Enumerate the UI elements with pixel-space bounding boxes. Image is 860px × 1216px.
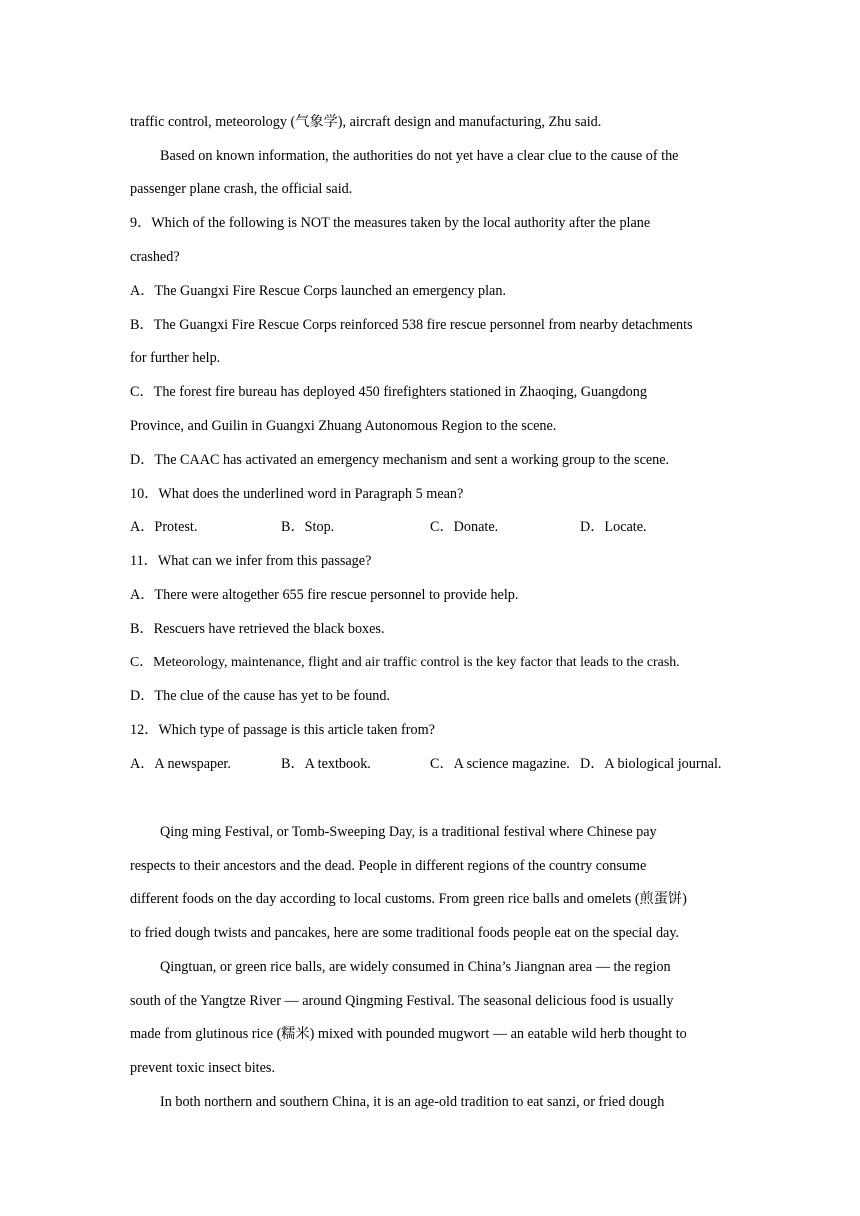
question-11-stem: 11．What can we infer from this passage?: [130, 553, 372, 569]
question-10-option-b: B．Stop.: [281, 519, 335, 535]
passage2-line: different foods on the day according to local customs. From green rice balls and omelets (煎蛋饼): [130, 891, 687, 907]
passage1-paragraph-start: Based on known information, the authorities do not yet have a clear clue to the cause of the: [160, 148, 679, 164]
passage1-line: passenger plane crash, the official said.: [130, 181, 353, 197]
question-10-stem: 10．What does the underlined word in Paragraph 5 mean?: [130, 486, 464, 502]
question-12-option-b: B．A textbook.: [281, 756, 371, 772]
question-11-option-d: D．The clue of the cause has yet to be found.: [130, 688, 391, 704]
question-9-option-a: A．The Guangxi Fire Rescue Corps launched an emergency plan.: [130, 283, 506, 299]
passage2-paragraph1: Qing ming Festival, or Tomb-Sweeping Day, is a traditional festival where Chinese pay: [160, 824, 657, 840]
question-12-stem: 12．Which type of passage is this article taken from?: [130, 722, 435, 738]
question-9-option-c-cont: Province, and Guilin in Guangxi Zhuang Autonomous Region to the scene.: [130, 418, 557, 434]
passage2-paragraph3: In both northern and southern China, it is an age-old tradition to eat sanzi, or fried dough: [160, 1094, 665, 1110]
passage2-paragraph2: Qingtuan, or green rice balls, are widely consumed in China’s Jiangnan area — the region: [160, 959, 671, 975]
question-11-option-c: C．Meteorology, maintenance, flight and air traffic control is the key factor that leads to the crash.: [130, 655, 680, 670]
question-12-option-a: A．A newspaper.: [130, 756, 231, 772]
question-12-option-d: D．A biological journal.: [580, 756, 722, 772]
question-9-option-b-cont: for further help.: [130, 350, 221, 366]
passage2-line: to fried dough twists and pancakes, here are some traditional foods people eat on the special day.: [130, 925, 680, 941]
question-11-option-b: B．Rescuers have retrieved the black boxes.: [130, 621, 385, 637]
passage1-line: traffic control, meteorology (气象学), aircraft design and manufacturing, Zhu said.: [130, 114, 602, 130]
passage2-line: respects to their ancestors and the dead. People in different regions of the country consume: [130, 858, 647, 874]
question-9-option-c: C．The forest fire bureau has deployed 450 firefighters stationed in Zhaoqing, Guangdong: [130, 384, 647, 400]
question-9-option-b: B．The Guangxi Fire Rescue Corps reinforced 538 fire rescue personnel from nearby detachments: [130, 317, 693, 333]
question-10-option-d: D．Locate.: [580, 519, 647, 535]
passage2-line: made from glutinous rice (糯米) mixed with pounded mugwort — an eatable wild herb thought to: [130, 1026, 687, 1042]
question-9-stem-cont: crashed?: [130, 249, 180, 265]
question-9-stem: 9．Which of the following is NOT the measures taken by the local authority after the plane: [130, 215, 651, 231]
question-10-option-a: A．Protest.: [130, 519, 198, 535]
question-11-option-a: A．There were altogether 655 fire rescue personnel to provide help.: [130, 587, 519, 603]
passage2-line: south of the Yangtze River — around Qingming Festival. The seasonal delicious food is usually: [130, 993, 674, 1009]
question-9-option-d: D．The CAAC has activated an emergency mechanism and sent a working group to the scene.: [130, 452, 670, 468]
passage2-line: prevent toxic insect bites.: [130, 1060, 275, 1076]
question-12-option-c: C．A science magazine.: [430, 756, 570, 772]
question-10-option-c: C．Donate.: [430, 519, 499, 535]
